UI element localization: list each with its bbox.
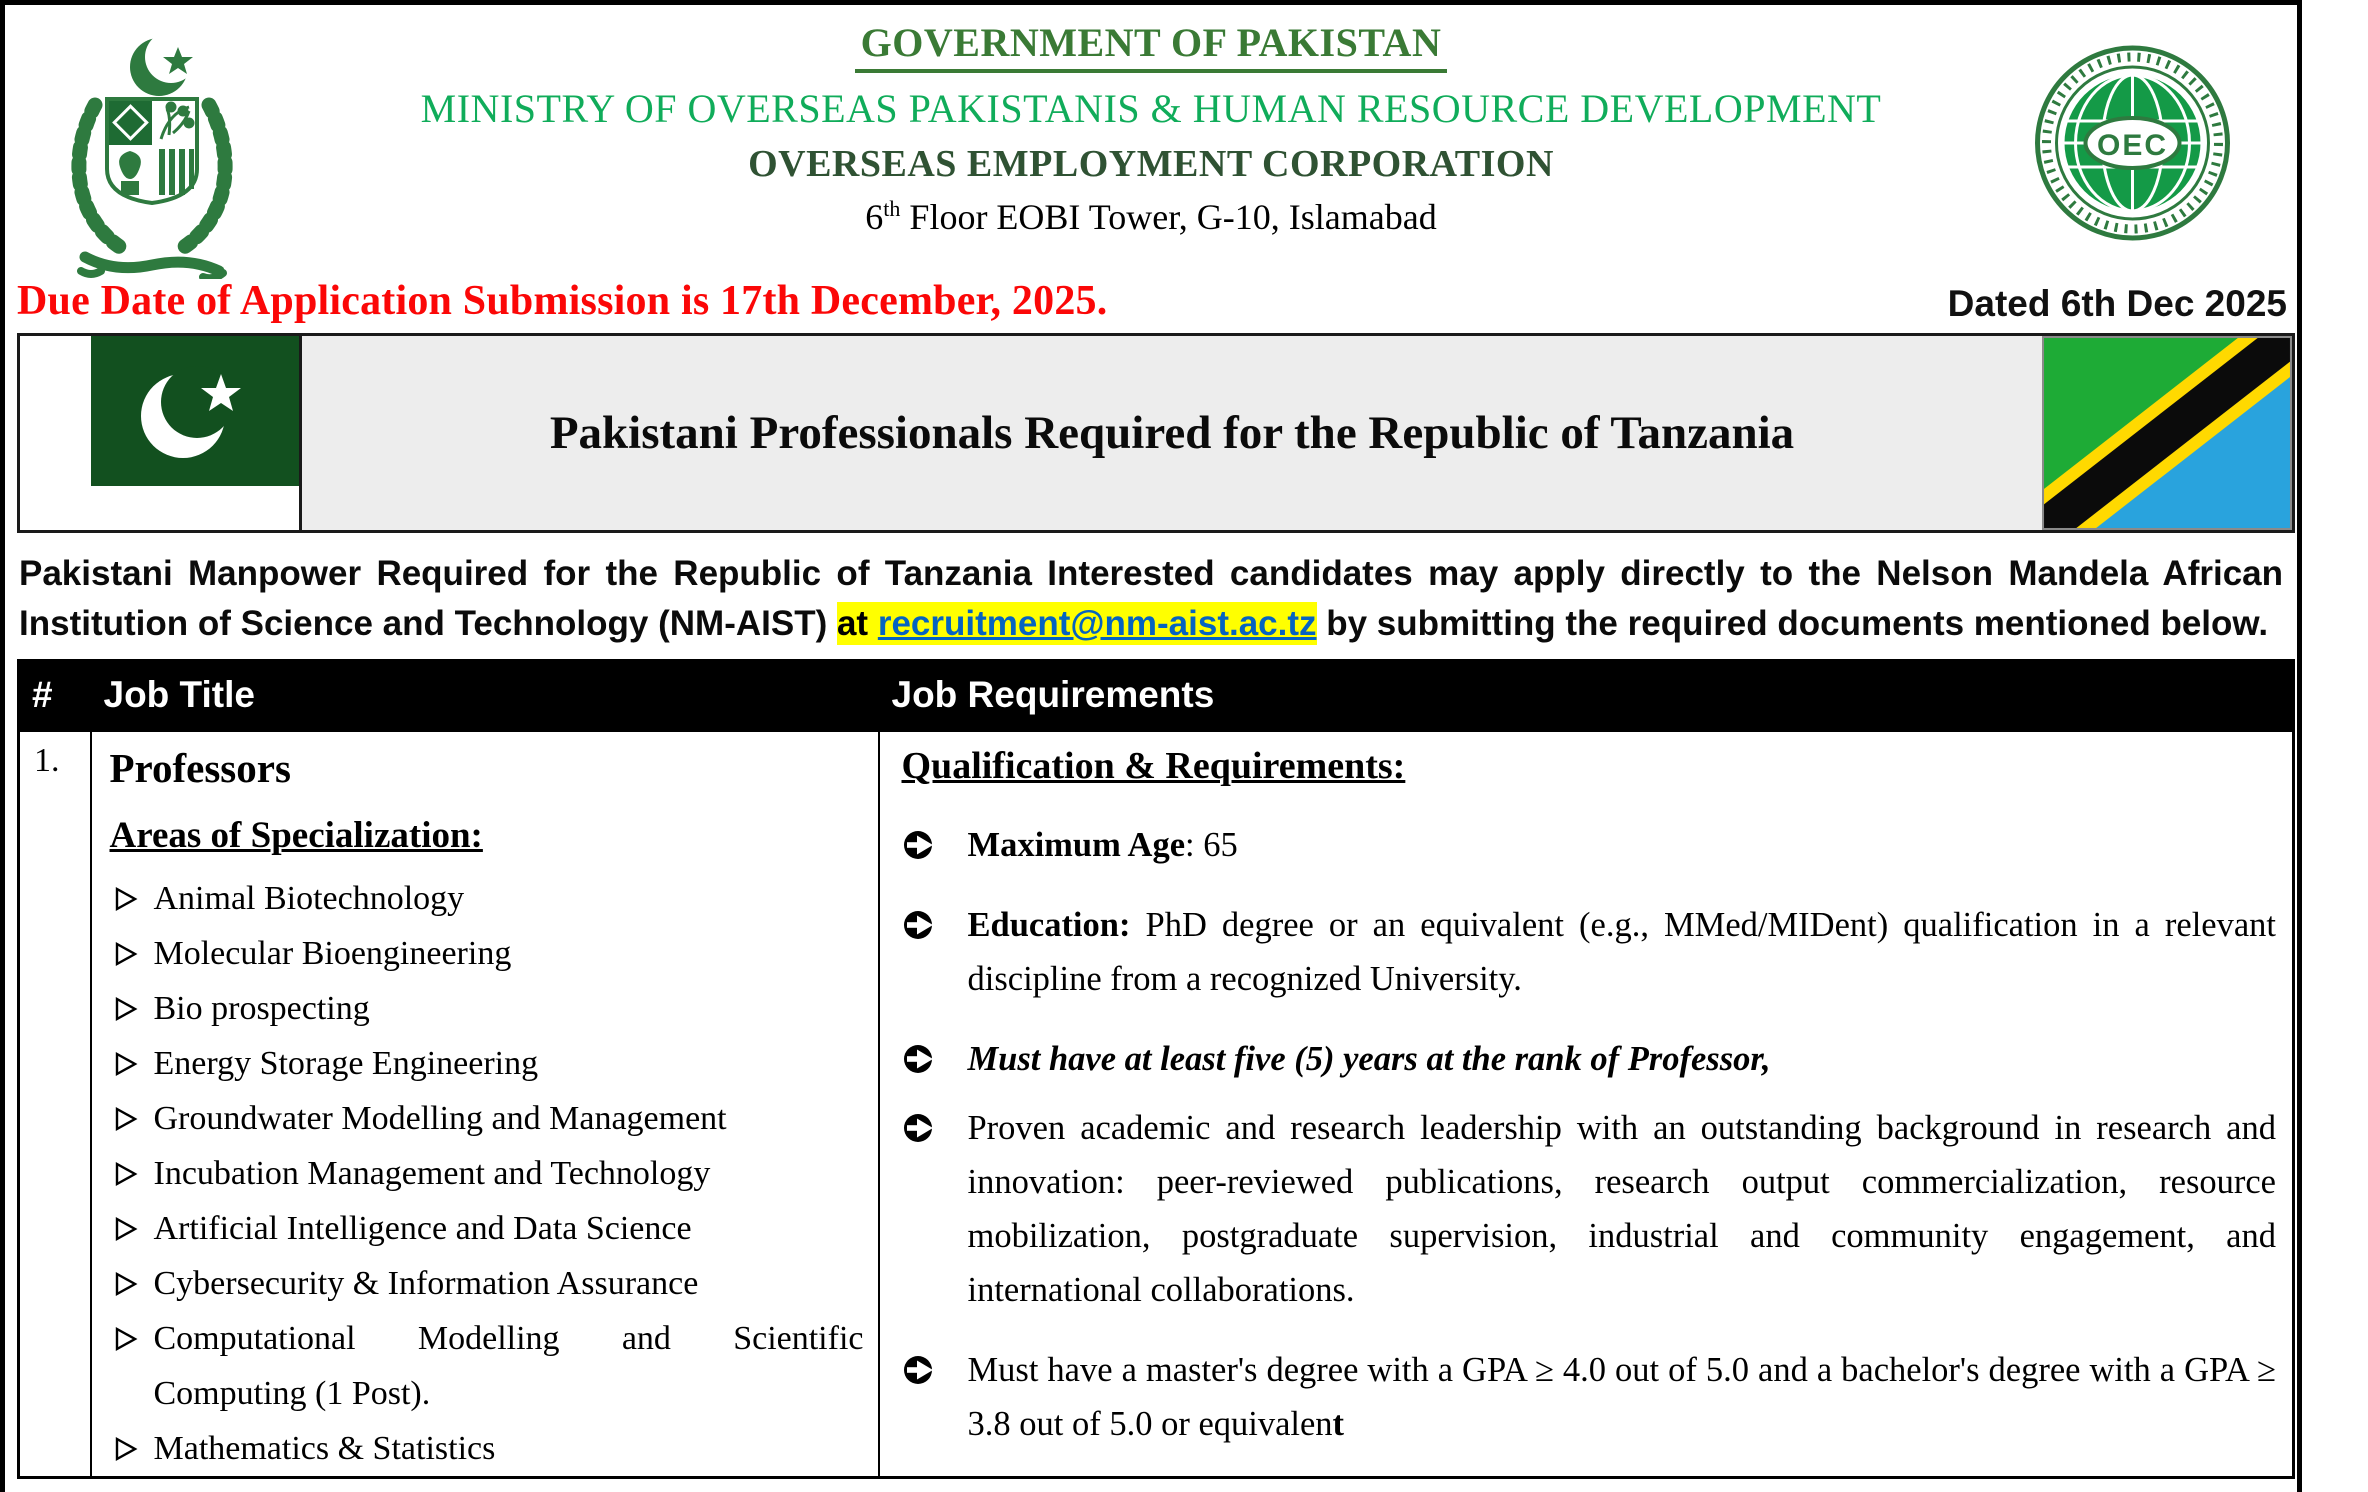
tanzania-flag-cell	[2042, 336, 2292, 530]
list-item: Mathematics & Statistics	[110, 1421, 864, 1476]
requirements-list	[902, 818, 2277, 1451]
list-item: Groundwater Modelling and Management	[110, 1091, 864, 1146]
dated-text: Dated 6th Dec 2025	[1947, 283, 2287, 324]
job-title-text: Professors	[109, 745, 291, 791]
intro-text-2: by submitting the required documents mentioned below.	[1316, 604, 2269, 643]
circle-arrow-bullet-icon	[902, 1111, 936, 1145]
arrowhead-bullet-icon	[114, 1051, 138, 1077]
table-row	[19, 731, 2294, 1478]
pakistan-state-emblem-icon	[57, 27, 247, 279]
requirements-heading: Qualification & Requirements:	[901, 745, 1406, 787]
due-date-text: Due Date of Application Submission is 17th December, 2025.	[17, 278, 1108, 324]
arrowhead-bullet-icon	[114, 1326, 138, 1352]
list-item: Energy Storage Engineering	[110, 1036, 864, 1091]
arrowhead-bullet-icon	[114, 1161, 138, 1187]
arrowhead-bullet-icon	[114, 1216, 138, 1242]
job-requirements-cell	[879, 731, 2294, 1478]
government-of-pakistan-title: GOVERNMENT OF PAKISTAN	[855, 19, 1448, 73]
list-item: Proven academic and research leadership with an outstanding background in research and innovation: peer-reviewed publications, research output commercialization, resource mobilization, postgraduate supervision, industrial and community engagement, and international collaborations.	[902, 1101, 2277, 1317]
list-item: Bio prospecting	[110, 981, 864, 1036]
list-item: Education: PhD degree or an equivalent (e.g., MMed/MIDent) qualification in a relevant discipline from a recognized University.	[902, 898, 2277, 1006]
arrowhead-bullet-icon	[114, 1106, 138, 1132]
column-header-job-title: Job Title	[91, 661, 879, 732]
list-item: Cybersecurity & Information Assurance	[110, 1256, 864, 1311]
tanzania-flag-icon	[2042, 336, 2292, 530]
oec-logo-icon	[2030, 43, 2235, 243]
list-item: Must have at least five (5) years at the rank of Professor,	[902, 1032, 2277, 1086]
title-banner	[17, 333, 2295, 533]
list-item: Molecular Bioengineering	[110, 926, 864, 981]
column-header-number: #	[19, 661, 91, 732]
list-item: Animal Biotechnology	[110, 871, 864, 926]
row-number-cell: 1.	[19, 731, 91, 1478]
highlight-prefix: at	[836, 604, 878, 643]
list-item: Maximum Age: 65	[902, 818, 2277, 872]
notice-row	[5, 277, 2297, 331]
address-line: 6th Floor EOBI Tower, G-10, Islamabad	[865, 196, 1437, 237]
ministry-title: MINISTRY OF OVERSEAS PAKISTANIS & HUMAN RESOURCE DEVELOPMENT	[420, 86, 1882, 131]
list-item: Artificial Intelligence and Data Science	[110, 1201, 864, 1256]
arrowhead-bullet-icon	[114, 1271, 138, 1297]
job-title-cell	[91, 731, 879, 1478]
document-header	[5, 5, 2297, 277]
table-header-row	[19, 661, 2294, 732]
arrowhead-bullet-icon	[114, 996, 138, 1022]
intro-text-1: Pakistani Manpower Required for the Republic of Tanzania Interested candidates may apply directly to the Nelson Mandela African Institution of Science and Technology (NM-AIST)	[19, 554, 2283, 643]
specialization-heading: Areas of Specialization:	[109, 815, 483, 856]
circle-arrow-bullet-icon	[902, 1353, 936, 1387]
pakistan-flag-cell	[20, 336, 302, 530]
highlighted-apply-text	[837, 602, 1317, 645]
list-item: Computational Modelling and Scientific Computing (1 Post).	[110, 1311, 864, 1421]
banner-title: Pakistani Professionals Required for the Republic of Tanzania	[549, 407, 1795, 459]
specialization-list	[110, 871, 864, 1476]
arrowhead-bullet-icon	[114, 1436, 138, 1462]
intro-paragraph	[5, 533, 2297, 659]
list-item: Incubation Management and Technology	[110, 1146, 864, 1201]
header-text-block	[5, 5, 2297, 238]
pakistan-flag-icon	[81, 336, 299, 486]
circle-arrow-bullet-icon	[902, 828, 936, 862]
circle-arrow-bullet-icon	[902, 908, 936, 942]
column-header-job-requirements: Job Requirements	[879, 661, 2294, 732]
circle-arrow-bullet-icon	[902, 1042, 936, 1076]
arrowhead-bullet-icon	[114, 886, 138, 912]
oec-monogram-text: OEC	[2096, 129, 2169, 162]
jobs-table	[17, 659, 2295, 1479]
corporation-title: OVERSEAS EMPLOYMENT CORPORATION	[748, 143, 1554, 185]
arrowhead-bullet-icon	[114, 941, 138, 967]
list-item: Must have a master's degree with a GPA ≥ 4.0 out of 5.0 and a bachelor's degree with a GPA ≥ 3.8 out of 5.0 or equivalent	[902, 1343, 2277, 1451]
email-link[interactable]: recruitment@nm-aist.ac.tz	[877, 604, 1317, 643]
